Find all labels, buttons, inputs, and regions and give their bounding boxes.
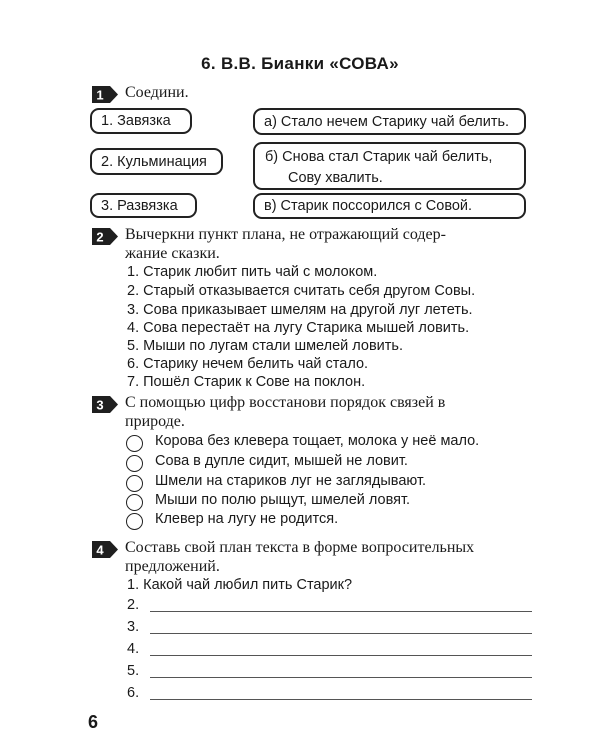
- answer-line-5[interactable]: [150, 677, 532, 678]
- order-circle-2[interactable]: [126, 455, 143, 472]
- plot-part-label: 3. Развязка: [101, 197, 178, 214]
- question-plan-number-3: 3.: [127, 619, 140, 635]
- plan-item-7[interactable]: 7. Пошёл Старик к Сове на поклон.: [127, 374, 366, 390]
- task-1-badge: [92, 86, 118, 103]
- event-box-a[interactable]: [253, 108, 526, 135]
- answer-line-3[interactable]: [150, 633, 532, 634]
- event-label: а) Стало нечем Старику чай белить.: [264, 113, 510, 130]
- event-box-b[interactable]: [253, 142, 526, 190]
- event-label-line-1: б) Снова стал Старик чай белить,: [265, 149, 493, 165]
- question-plan-number-6: 6.: [127, 685, 140, 701]
- task-3-prompt-line-1: С помощью цифр восстанови порядок связей в: [125, 394, 446, 411]
- question-plan-number-2: 2.: [127, 597, 140, 613]
- nature-link-1: Корова без клевера тощает, молока у неё мало.: [155, 433, 480, 449]
- nature-link-3: Шмели на стариков луг не заглядывают.: [155, 473, 427, 489]
- page-number: 6: [88, 712, 99, 732]
- plan-item-5[interactable]: 5. Мыши по лугам стали шмелей ловить.: [127, 338, 404, 354]
- task-4-badge-number: 4: [96, 542, 104, 558]
- task-3-badge-number: 3: [96, 397, 104, 413]
- task-4-prompt-line-1: Составь свой план текста в форме вопросительных: [125, 539, 475, 556]
- plan-item-2[interactable]: 2. Старый отказывается считать себя другом Совы.: [127, 283, 476, 299]
- event-label-line-2: Сову хвалить.: [288, 170, 383, 186]
- order-circle-4[interactable]: [126, 494, 143, 511]
- order-circle-1[interactable]: [126, 435, 143, 452]
- plot-part-box-1[interactable]: [90, 108, 192, 134]
- nature-link-2: Сова в дупле сидит, мышей не ловит.: [155, 453, 408, 469]
- task-3-badge: [92, 396, 118, 413]
- plan-item-4[interactable]: 4. Сова перестаёт на лугу Старика мышей ловить.: [127, 320, 470, 336]
- answer-line-2[interactable]: [150, 611, 532, 612]
- question-plan-number-5: 5.: [127, 663, 140, 679]
- task-1-badge-number: 1: [96, 87, 104, 103]
- plot-part-box-2[interactable]: [90, 148, 223, 175]
- task-4-prompt-line-2: предложений.: [125, 558, 220, 575]
- question-plan-item-1: 1. Какой чай любил пить Старик?: [127, 577, 353, 593]
- task-2-prompt-line-2: жание сказки.: [125, 245, 220, 262]
- plot-part-box-3[interactable]: [90, 193, 197, 218]
- order-circle-3[interactable]: [126, 475, 143, 492]
- answer-line-6[interactable]: [150, 699, 532, 700]
- event-box-c[interactable]: [253, 193, 526, 219]
- question-plan-number-4: 4.: [127, 641, 140, 657]
- task-4-badge: [92, 541, 118, 558]
- plot-part-label: 1. Завязка: [101, 113, 171, 129]
- nature-link-4: Мыши по полю рыщут, шмелей ловят.: [155, 492, 411, 508]
- page-title: 6. В.В. Бианки «СОВА»: [201, 54, 399, 73]
- task-2-badge-number: 2: [96, 229, 104, 245]
- task-2-prompt-line-1: Вычеркни пункт плана, не отражающий содер-: [125, 226, 446, 243]
- plan-item-6[interactable]: 6. Старику нечем белить чай стало.: [127, 356, 369, 372]
- plan-item-1[interactable]: 1. Старик любит пить чай с молоком.: [127, 264, 378, 280]
- order-circle-5[interactable]: [126, 513, 143, 530]
- task-2-badge: [92, 228, 118, 245]
- nature-link-5: Клевер на лугу не родится.: [155, 511, 339, 527]
- plot-part-label: 2. Кульминация: [101, 153, 207, 170]
- task-1-prompt: Соедини.: [125, 84, 189, 101]
- plan-item-3[interactable]: 3. Сова приказывает шмелям на другой луг лететь.: [127, 302, 473, 318]
- answer-line-4[interactable]: [150, 655, 532, 656]
- event-label: в) Старик поссорился с Совой.: [264, 198, 473, 214]
- task-3-prompt-line-2: природе.: [125, 413, 185, 430]
